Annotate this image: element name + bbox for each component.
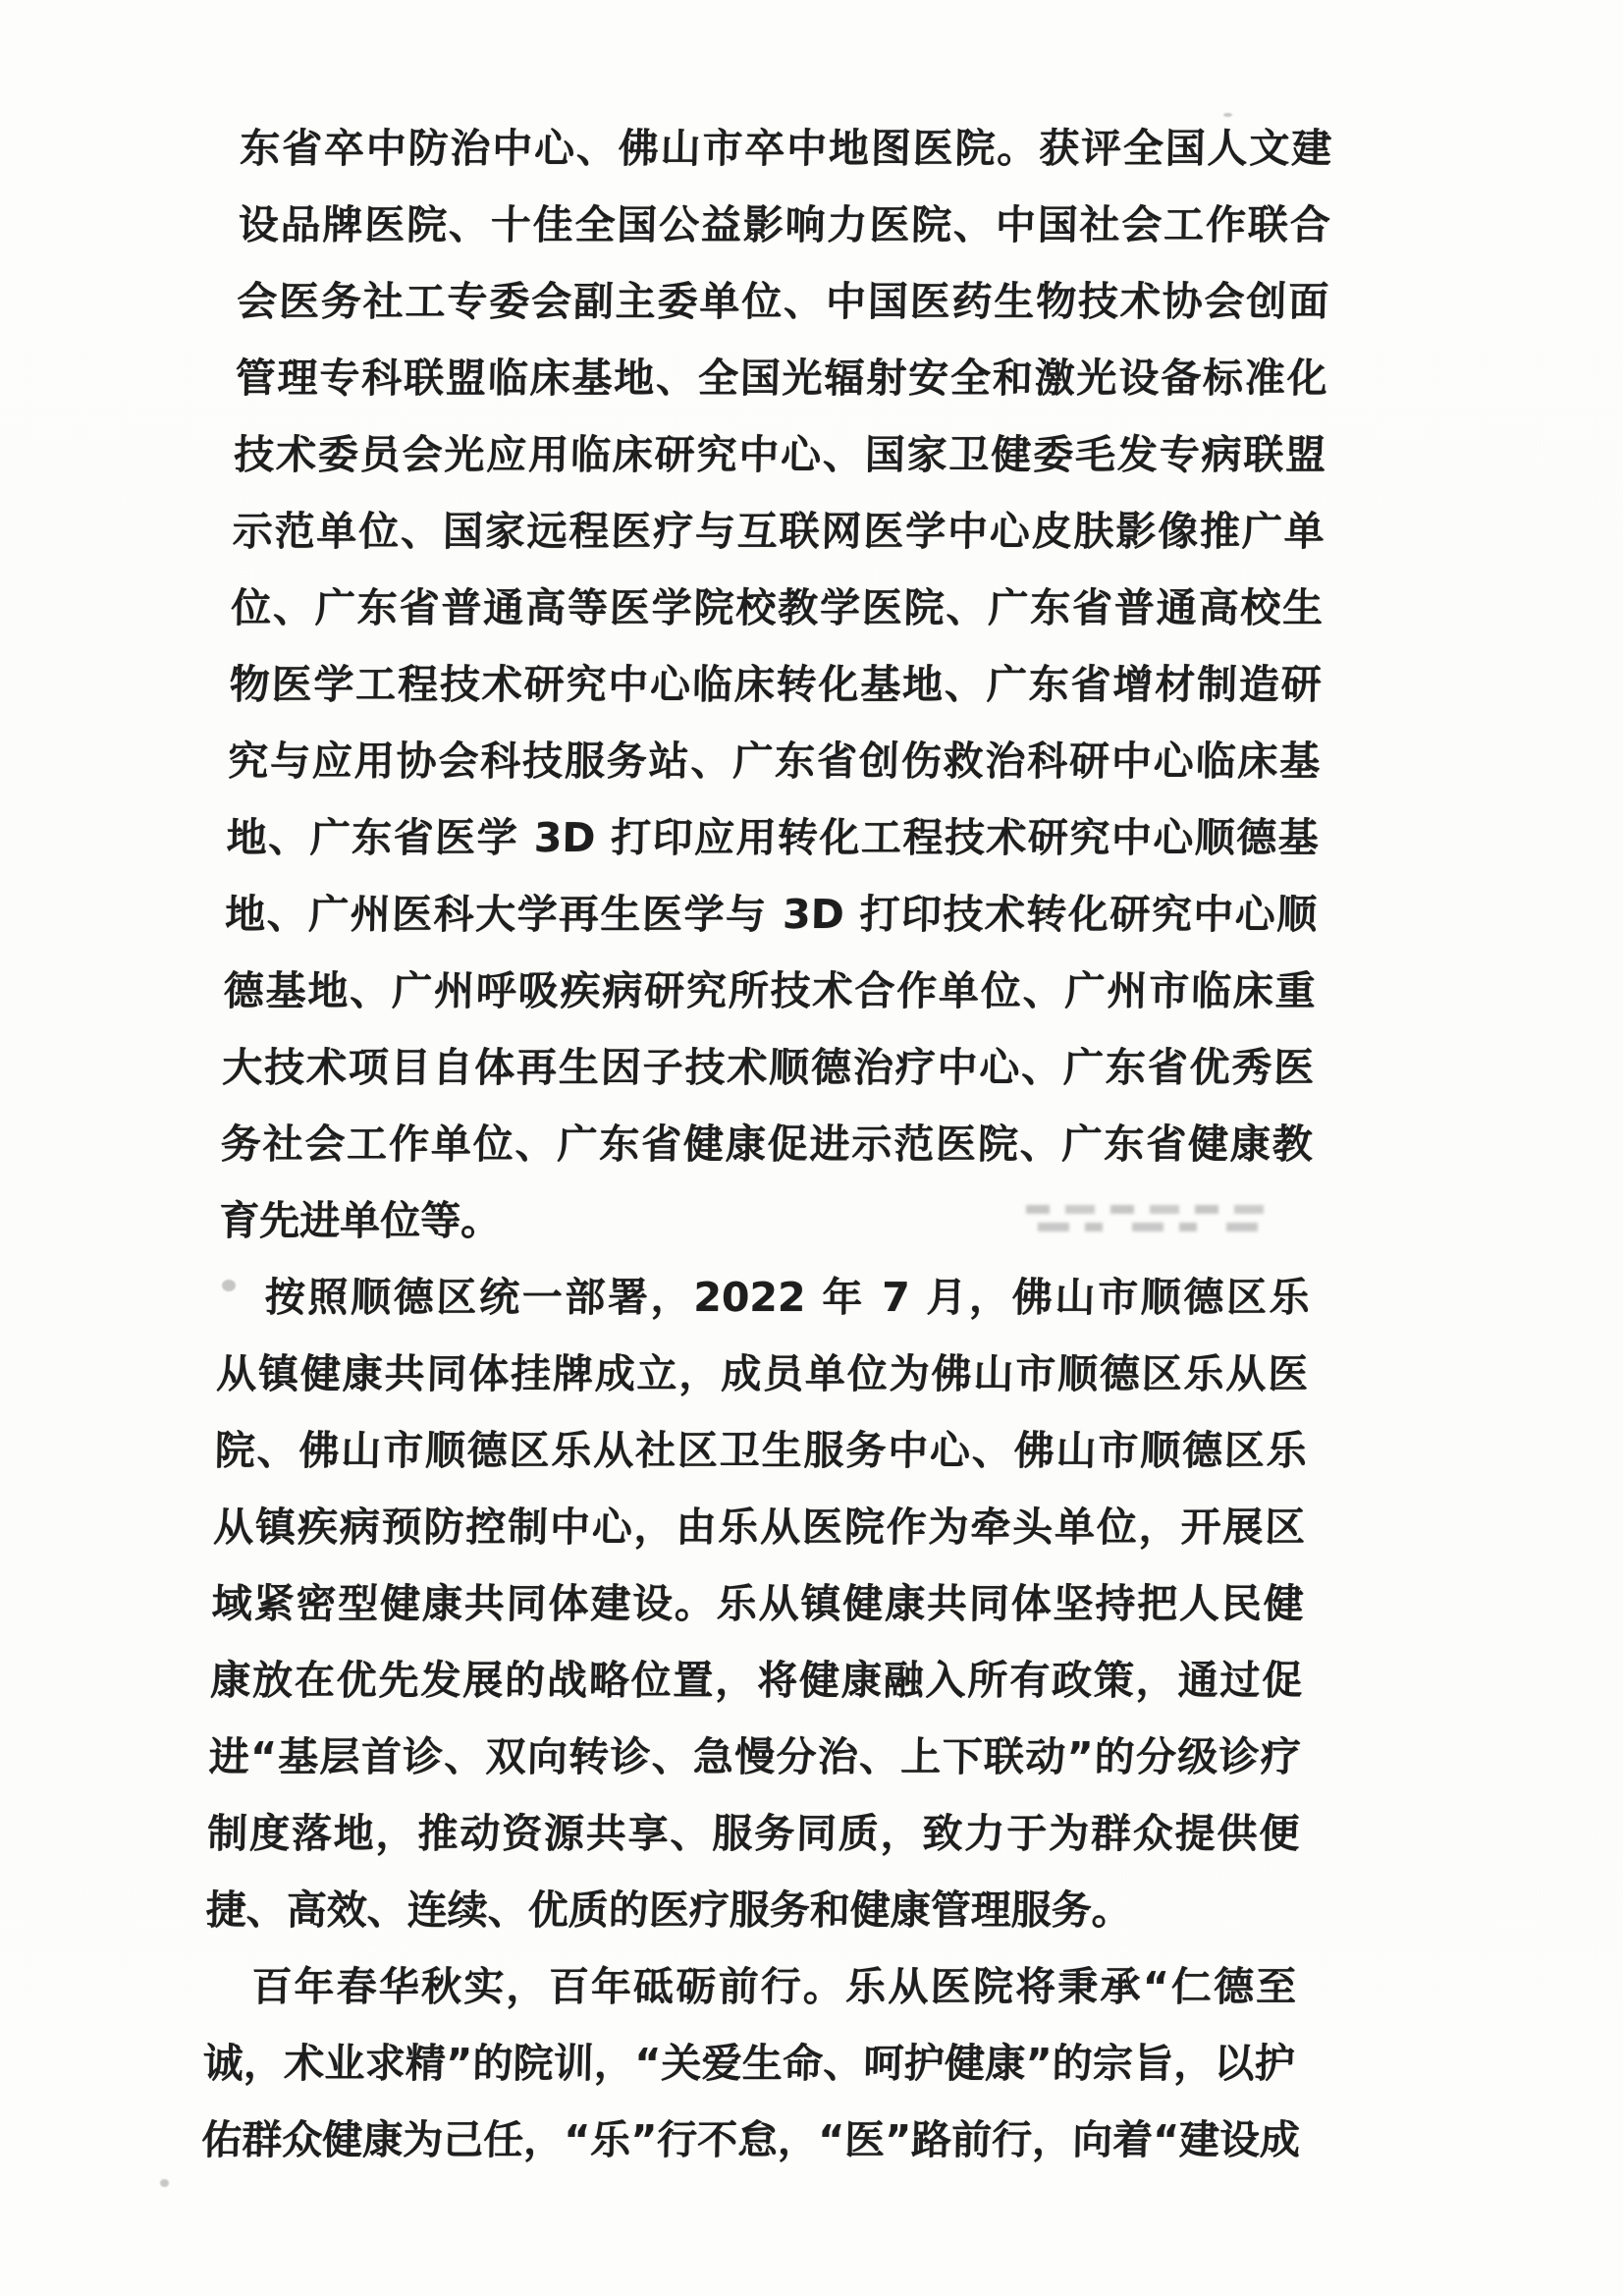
text-line: 大技术项目自体再生因子技术顺德治疗中心、广东省优秀医 (221, 1044, 1315, 1091)
text-line: 会医务社工专委会副主委单位、中国医药生物技术协会创面 (236, 278, 1329, 325)
text-line: 技术委员会光应用临床研究中心、国家卫健委毛发专病联盟 (233, 431, 1326, 478)
text-line: 育先进单位等。 (218, 1197, 502, 1244)
text-line: 域紧密型健康共同体建设。乐从镇健康共同体坚持把人民健 (211, 1580, 1305, 1627)
text-line: 地、广州医科大学再生医学与 3D 打印技术转化研究中心顺 (224, 891, 1318, 938)
text-line: 佑群众健康为己任，“乐”行不怠，“医”路前行，向着“建设成 (200, 2116, 1301, 2163)
text-line: 进“基层首诊、双向转诊、急慢分治、上下联动”的分级诊疗 (208, 1733, 1302, 1780)
text-line: 示范单位、国家远程医疗与互联网医学中心皮肤影像推广单 (232, 508, 1325, 555)
text-line: 捷、高效、连续、优质的医疗服务和健康管理服务。 (205, 1886, 1133, 1934)
text-line: 按照顺德区统一部署，2022 年 7 月，佛山市顺德区乐 (264, 1274, 1311, 1321)
text-line: 位、广东省普通高等医学院校教学医院、广东省普通高校生 (230, 584, 1324, 631)
text-line: 从镇健康共同体挂牌成立，成员单位为佛山市顺德区乐从医 (215, 1350, 1309, 1397)
text-line: 制度落地，推动资源共享、服务同质，致力于为群众提供便 (206, 1810, 1300, 1857)
text-line: 东省卒中防治中心、佛山市卒中地图医院。获评全国人文建 (239, 125, 1332, 172)
text-line: 设品牌医院、十佳全国公益影响力医院、中国社会工作联合 (238, 201, 1331, 248)
text-line: 管理专科联盟临床基地、全国光辐射安全和激光设备标准化 (235, 355, 1328, 402)
text-line: 百年春华秋实，百年砥砺前行。乐从医院将秉承“仁德至 (250, 1963, 1297, 2010)
text-line: 从镇疾病预防控制中心，由乐从医院作为牵头单位，开展区 (212, 1503, 1306, 1551)
text-line: 地、广东省医学 3D 打印应用转化工程技术研究中心顺德基 (226, 814, 1320, 861)
text-line: 德基地、广州呼吸疾病研究所技术合作单位、广州市临床重 (223, 967, 1317, 1014)
text-line: 院、佛山市顺德区乐从社区卫生服务中心、佛山市顺德区乐 (214, 1427, 1308, 1474)
text-block (201, 110, 1332, 2178)
text-line: 物医学工程技术研究中心临床转化基地、广东省增材制造研 (229, 661, 1323, 708)
text-line: 究与应用协会科技服务站、广东省创伤救治科研中心临床基 (227, 738, 1321, 785)
text-line: 诚，术业求精”的院训，“关爱生命、呵护健康”的宗旨，以护 (202, 2040, 1296, 2087)
text-line: 务社会工作单位、广东省健康促进示范医院、广东省健康教 (220, 1121, 1314, 1168)
scan-speck (160, 2179, 169, 2187)
text-line: 康放在优先发展的战略位置，将健康融入所有政策，通过促 (209, 1657, 1303, 1704)
